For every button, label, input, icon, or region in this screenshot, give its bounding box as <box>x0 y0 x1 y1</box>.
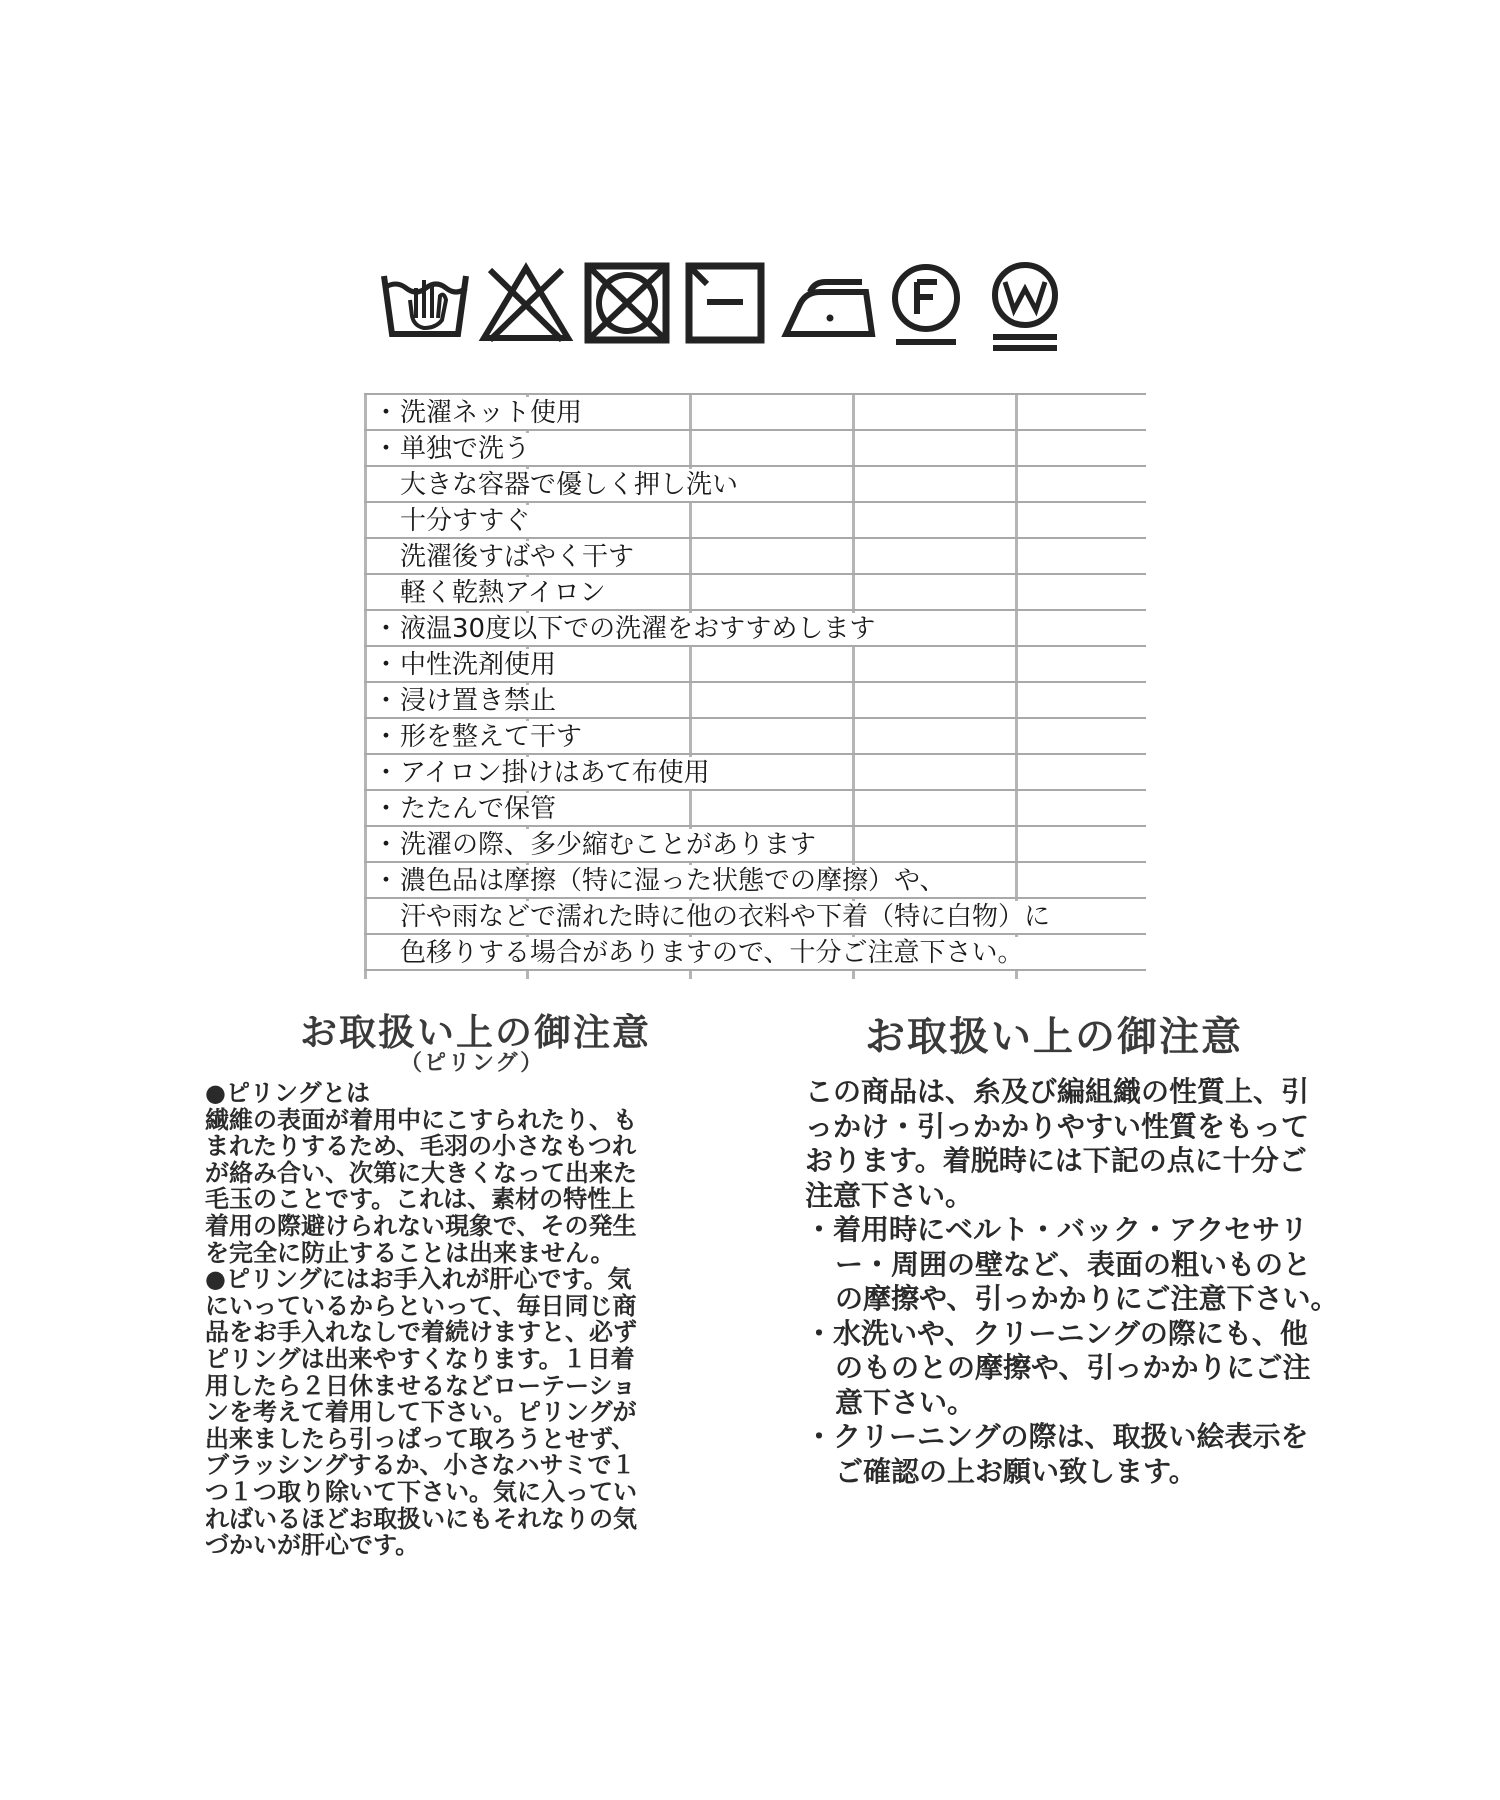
instruction-row <box>364 827 1146 863</box>
notice-line: ●ピリングとは <box>205 1079 370 1107</box>
notice-line: を完全に防止することは出来ません。 <box>205 1238 615 1267</box>
notice-line: ・水洗いや、クリーニングの際にも、他 <box>805 1316 1308 1350</box>
notice-line: が絡み合い、次第に大きくなって出来た <box>205 1158 637 1187</box>
bullet: ・ <box>373 398 400 428</box>
notice-line: の摩擦や、引っかかりにご注意下さい。 <box>835 1282 1339 1315</box>
notice-line: づかいが肝心です。 <box>205 1531 420 1560</box>
no-bleach-icon <box>478 262 574 344</box>
notice-line: ご確認の上お願い致します。 <box>835 1454 1197 1488</box>
instruction-row <box>364 395 1146 431</box>
notice-line: 注意下さい。 <box>805 1178 974 1212</box>
notice-line: 用したら２日休ませるなどローテーショ <box>205 1371 637 1400</box>
notice-line: つ１つ取り除いて下さい。気に入ってい <box>205 1477 637 1506</box>
notice-line: 出来ましたら引っぱって取ろうとせず、 <box>205 1424 636 1453</box>
bullet: ・ <box>373 650 400 680</box>
instruction-row <box>364 755 1146 791</box>
instruction-text: 色移りする場合がありますので、十分ご注意下さい。 <box>400 937 1027 969</box>
wet-clean-w-icon <box>985 262 1065 354</box>
notice-line: ・着用時にベルト・バック・アクセサリ <box>805 1213 1309 1246</box>
notice-line: ピリングは出来やすくなります。１日着 <box>205 1344 635 1373</box>
instruction-row <box>364 791 1146 827</box>
notice-line: ー・周囲の壁など、表面の粗いものと <box>835 1247 1312 1281</box>
bullet: ・ <box>373 866 400 896</box>
instruction-text: 単独で洗う <box>400 433 534 465</box>
instruction-row <box>364 935 1146 971</box>
bullet: ・ <box>373 434 400 464</box>
bullet: ・ <box>373 614 400 644</box>
notice-line: ●ピリングにはお手入れが肝心です。気 <box>205 1265 632 1294</box>
instruction-text: 汗や雨などで濡れた時に他の衣料や下着（特に白物）に <box>400 901 1054 933</box>
instruction-text: 洗濯の際、多少縮むことがあります <box>400 829 820 861</box>
hand-wash-icon <box>380 262 470 344</box>
instruction-row <box>364 647 1146 683</box>
instruction-text: 洗濯後すばやく干す <box>400 541 638 573</box>
bullet: ・ <box>373 758 400 788</box>
instruction-text: 中性洗剤使用 <box>400 649 560 681</box>
notice-line: おります。着脱時には下記の点に十分ご <box>805 1144 1307 1177</box>
instruction-row <box>364 503 1146 539</box>
instruction-row <box>364 899 1146 935</box>
notice-line: 着用の際避けられない現象で、その発生 <box>205 1211 637 1240</box>
snag-notice-body <box>805 1075 1385 1489</box>
notice-line: 繊維の表面が着用中にこすられたり、も <box>205 1105 637 1134</box>
notice-line: 品をお手入れなしで着続けますと、必ず <box>205 1318 637 1347</box>
notice-line: ブラッシングするか、小さなハサミで１ <box>205 1451 636 1480</box>
bullet: ・ <box>373 686 400 716</box>
notice-line: ・クリーニングの際は、取扱い絵表示を <box>805 1420 1309 1453</box>
instruction-row <box>364 611 1146 647</box>
instruction-text: たたんで保管 <box>400 793 560 825</box>
instruction-text: 十分すすぐ <box>400 505 534 537</box>
no-tumble-dry-icon <box>584 262 670 344</box>
bullet: ・ <box>373 722 400 752</box>
bullet: ・ <box>373 830 400 860</box>
instruction-text: 大きな容器で優しく押し洗い <box>400 469 742 501</box>
notice-line: にいっているからといって、毎日同じ商 <box>205 1291 637 1320</box>
instruction-text: アイロン掛けはあて布使用 <box>400 757 714 789</box>
instruction-text: 液温30度以下での洗濯をおすすめします <box>400 613 879 645</box>
instruction-row <box>364 539 1146 575</box>
pilling-notice-body <box>205 1080 760 1559</box>
snag-notice-title: お取扱い上の御注意 <box>865 1014 1243 1060</box>
instruction-text: 濃色品は摩擦（特に湿った状態での摩擦）や、 <box>400 865 949 897</box>
instruction-row <box>364 863 1146 899</box>
instruction-row <box>364 467 1146 503</box>
notice-line: 意下さい。 <box>835 1385 976 1419</box>
instruction-row <box>364 719 1146 755</box>
instruction-row <box>364 575 1146 611</box>
instruction-text: 洗濯ネット使用 <box>400 397 586 429</box>
care-symbols-row <box>380 262 1070 360</box>
notice-line: ればいるほどお取扱いにもそれなりの気 <box>205 1504 637 1533</box>
notice-line: この商品は、糸及び編組織の性質上、引 <box>805 1075 1310 1108</box>
notice-line: ンを考えて着用して下さい。ピリングが <box>205 1398 637 1427</box>
pilling-notice-title: お取扱い上の御注意 <box>300 1011 651 1054</box>
dry-flat-icon <box>685 262 765 344</box>
instruction-row <box>364 683 1146 719</box>
notice-line: のものとの摩擦や、引っかかりにご注 <box>835 1351 1311 1384</box>
iron-low-icon <box>780 262 880 344</box>
pilling-notice-subtitle: （ピリング） <box>400 1051 545 1076</box>
dry-clean-f-icon <box>888 262 964 348</box>
instruction-text: 浸け置き禁止 <box>400 685 560 717</box>
notice-line: っかけ・引っかかりやすい性質をもって <box>805 1109 1310 1143</box>
care-instructions-table <box>364 393 1146 979</box>
notice-line: 毛玉のことです。これは、素材の特性上 <box>205 1185 636 1214</box>
bullet: ・ <box>373 794 400 824</box>
instruction-text: 形を整えて干す <box>400 721 586 753</box>
instruction-row <box>364 431 1146 467</box>
notice-line: まれたりするため、毛羽の小さなもつれ <box>205 1132 637 1161</box>
instruction-text: 軽く乾熱アイロン <box>400 577 610 609</box>
